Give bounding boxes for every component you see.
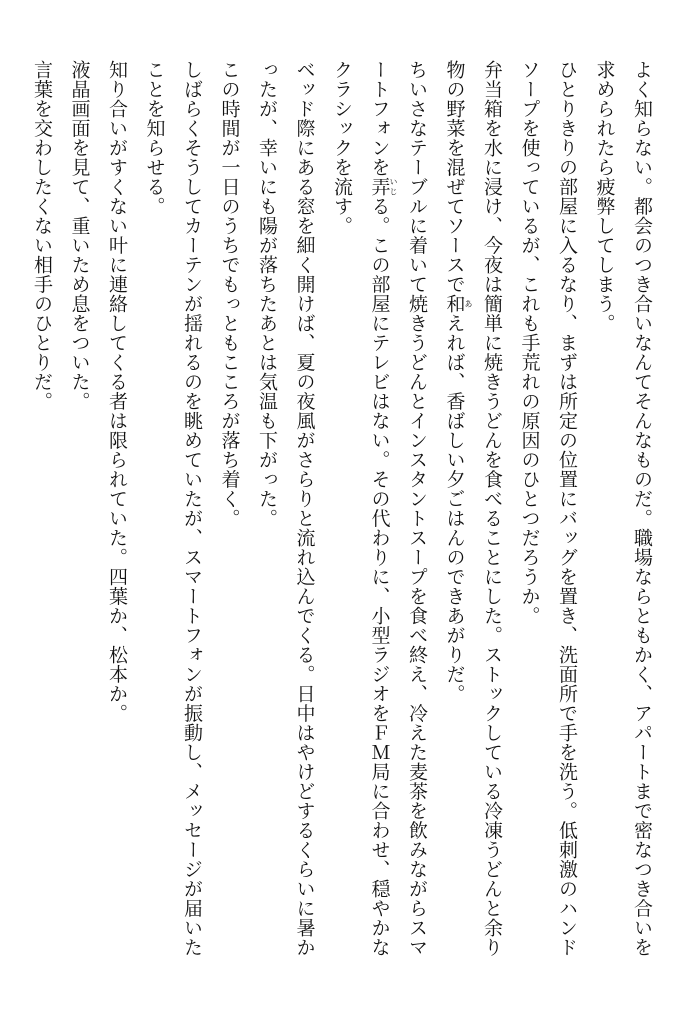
paragraph-text: 言葉を交わしたくない相手のひとりだ。: [31, 60, 53, 411]
paragraph-text: ひとりきりの部屋に入るなり、まずは所定の位置にバッグを置き、洗面所で手を洗う。低刺激のハンドソープを使っているが、これも手荒れの原因のひとつだろうか。: [518, 60, 578, 957]
ruby-base: 和: [443, 294, 466, 314]
paragraph: [23, 60, 61, 960]
paragraph-text: 液晶画面を見て、重いため息をついた。: [68, 60, 91, 411]
paragraph-text: よく知らない。都会のつき合いなんてそんなものだ。職場ならともかく、アパートまで密なつき合いを求められたら疲弊してしまう。: [593, 60, 653, 957]
paragraph: [510, 60, 585, 960]
paragraph-text: 知り合いがすくない叶に連絡してくる者は限られていた。四葉か、松本か。: [106, 60, 128, 723]
paragraph-text: ちいさなテーブルに着いて焼きうどんとインスタントスープを食べ終え、冷えた麦茶を飲みながらスマートフォンを: [368, 60, 428, 957]
paragraph: [248, 60, 323, 960]
ruby-reading: いじ: [389, 177, 398, 197]
paragraph: [435, 60, 510, 960]
paragraph: [323, 60, 436, 960]
paragraph-text: る。この部屋にテレビはない。その代わりに、小型ラジオをＦＭ局に合わせ、穏やかなクラシックを流す。: [331, 60, 391, 957]
paragraph: [60, 60, 98, 960]
vertical-text-body: [23, 60, 661, 960]
paragraph: [135, 60, 210, 960]
paragraph: [98, 60, 136, 960]
paragraph: [585, 60, 660, 960]
paragraph: [210, 60, 248, 960]
paragraph-text: えれば、香ばしい夕ごはんのできあがりだ。: [443, 313, 466, 704]
paragraph-text: この時間が一日のうちでもっともこころが落ち着く。: [218, 60, 241, 528]
paragraph-text: しばらくそうしてカーテンが揺れるのを眺めていたが、スマートフォンが振動し、メッセージが届いたことを知らせる。: [143, 60, 203, 957]
paragraph-text: 弁当箱を水に浸け、今夜は簡単に焼きうどんを食べることにした。ストックしている冷凍うどんと余り物の野菜を混ぜてソースで: [443, 60, 503, 957]
ruby-annotation: [443, 294, 473, 314]
ruby-annotation: [368, 177, 398, 197]
paragraph-text: ベッド際にある窓を細く開けば、夏の夜風がさらりと流れ込んでくる。日中はやけどするくらいに暑かったが、幸いにも陽が落ちたあとは気温も下がった。: [256, 60, 316, 957]
ruby-reading: あ: [464, 294, 473, 314]
ruby-base: 弄: [368, 177, 391, 197]
